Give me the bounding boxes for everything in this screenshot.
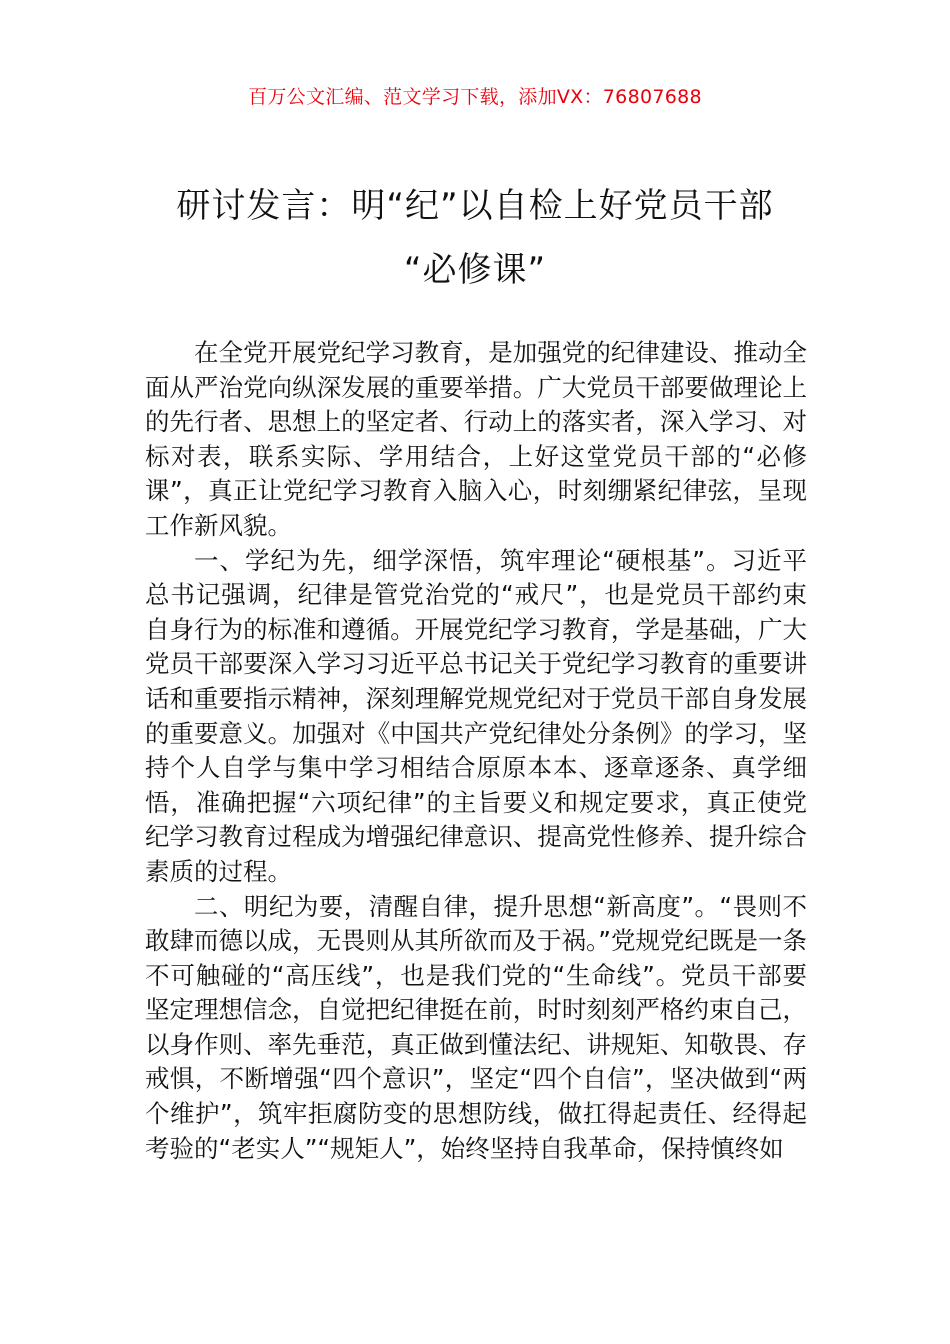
paragraph-intro: 在全党开展党纪学习教育，是加强党的纪律建设、推动全面从严治党向纵深发展的重要举措。广大党员干部要做理论上的先行者、思想上的坚定者、行动上的落实者，深入学习、对标对表，联系实际、学用结合，上好这堂党员干部的“必修课”，真正让党纪学习教育入脑入心，时刻绷紧纪律弦，呈现工作新风貌。: [145, 338, 807, 540]
page-title: [120, 174, 830, 302]
paragraph-section-1: 一、学纪为先，细学深悟，筑牢理论“硬根基”。习近平总书记强调，纪律是管党治党的“戒尺”，也是党员干部约束自身行为的标准和遵循。开展党纪学习教育，学是基础，广大党员干部要深入学习习近平总书记关于党纪学习教育的重要讲话和重要指示精神，深刻理解党规党纪对于党员干部自身发展的重要意义。加强对《中国共产党纪律处分条例》的学习，坚持个人自学与集中学习相结合原原本本、逐章逐条、真学细悟，准确把握“六项纪律”的主旨要义和规定要求，真正使党纪学习教育过程成为增强纪律意识、提高党性修养、提升综合素质的过程。: [145, 545, 807, 886]
watermark-text: 百万公文汇编、范文学习下载，添加VX：76807688: [248, 86, 702, 108]
title-line-1: 研讨发言：明“纪”以自检上好党员干部: [176, 186, 774, 226]
paragraph-section-2: 二、明纪为要，清醒自律，提升思想“新高度”。“畏则不敢肆而德以成，无畏则从其所欲而及于祸。”党规党纪既是一条不可触碰的“高压线”，也是我们党的“生命线”。党员干部要坚定理想信念，自觉把纪律挺在前，时时刻刻严格约束自己，以身作则、率先垂范，真正做到懂法纪、讲规矩、知敬畏、存戒惧，不断增强“四个意识”，坚定“四个自信”，坚决做到“两个维护”，筑牢拒腐防变的思想防线，做扛得起责任、经得起考验的“老实人”“规矩人”，始终坚持自我革命，保持慎终如: [145, 891, 807, 1163]
document-body: [145, 336, 807, 1166]
title-line-2: “必修课”: [403, 250, 547, 290]
